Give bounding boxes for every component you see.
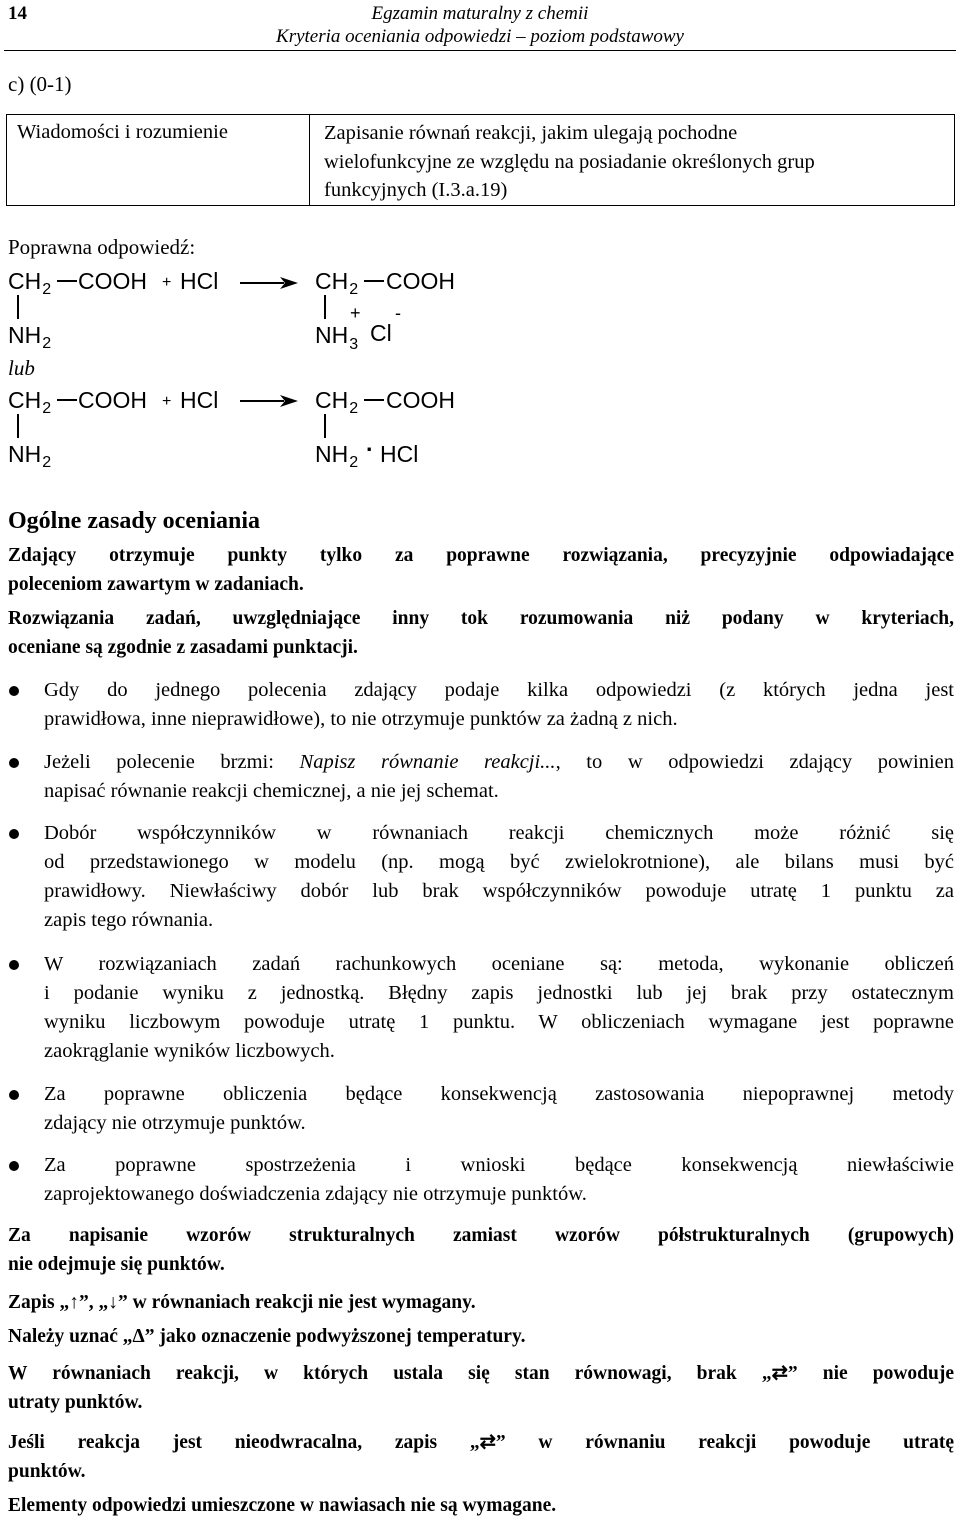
bullet-text-italic: Napisz równanie reakcji... (299, 751, 556, 773)
rules-p7-line: punktów. (8, 1461, 86, 1482)
bullet-item (44, 950, 954, 1066)
bullet-icon (9, 686, 19, 696)
eq1-product-cl: Cl (370, 320, 392, 346)
answer-label: Poprawna odpowiedź: (8, 235, 196, 259)
rules-paragraph-7 (8, 1428, 954, 1486)
bullet-line: zapis tego równania. (44, 909, 214, 931)
rules-p2-line: oceniane są zgodnie z zasadami punktacji. (8, 637, 358, 658)
page-number: 14 (8, 3, 27, 24)
eq2-product-ch2: $CH_2$ (315, 387, 359, 417)
criteria-description (310, 115, 954, 213)
eq1-product-bond (364, 280, 384, 282)
section-label: c) (0-1) (8, 72, 72, 96)
rules-paragraph-1 (8, 541, 954, 599)
eq2-reactant-bond (57, 399, 77, 401)
eq2-reactant-ch2: $CH_2$ (8, 387, 52, 417)
criteria-description-line: wielofunkcyjne ze względu na posiadanie określonych grup (324, 150, 815, 173)
bullet-line: prawidłowy. Niewłaściwy dobór lub brak współczynników powoduje utratę 1 punktu za (44, 880, 954, 902)
eq1-product-nh3: $NH_3$ (315, 322, 359, 353)
bullet-icon (9, 829, 19, 839)
eq1-reactant-cooh: COOH (78, 268, 147, 294)
bullet-line: Za poprawne obliczenia będące konsekwencją zastosowania niepoprawnej metody (44, 1083, 954, 1105)
rules-paragraph-2 (8, 604, 954, 662)
rules-p7-line: Jeśli reakcja jest nieodwracalna, zapis „⇄” w równaniu reakcji powoduje utratę (8, 1432, 954, 1453)
header-divider (4, 50, 956, 51)
eq2-product-bond (364, 399, 384, 401)
eq1-reactant-vbond (17, 295, 19, 319)
rules-p6-line: utraty punktów. (8, 1392, 143, 1413)
eq1-plus: + (162, 274, 172, 291)
eq1-product-ch2: $CH_2$ (315, 268, 359, 298)
eq2-reactant-cooh: COOH (78, 387, 147, 413)
bullet-line (44, 748, 954, 777)
eq2-reactant-nh2: $NH_2$ (8, 441, 52, 471)
rules-paragraph-6 (8, 1359, 954, 1417)
rules-p1-line: poleceniom zawartym w zadaniach. (8, 574, 304, 595)
eq1-product-vbond (324, 295, 326, 319)
bullet-item (44, 748, 954, 806)
bullet-line: od przedstawionego w modelu (np. mogą być zwielokrotnione), ale bilans musi być (44, 851, 954, 873)
eq2-product-cooh: COOH (386, 387, 455, 413)
bullet-line: i podanie wyniku z jednostką. Błędny zapis jednostki lub jej brak przy ostatecznym (44, 982, 954, 1004)
eq1-reactant-hcl: HCl (180, 268, 219, 294)
eq1-reactant-nh2: $NH_2$ (8, 322, 52, 352)
criteria-table (6, 114, 955, 206)
eq1-reaction-arrow (240, 276, 298, 290)
eq1-reactant-bond (57, 280, 77, 282)
rules-paragraph-8: Elementy odpowiedzi umieszczone w nawiasach nie są wymagane. (8, 1495, 557, 1516)
criteria-description-line: Zapisanie równań reakcji, jakim ulegają pochodne (324, 122, 738, 144)
bullet-icon (9, 960, 19, 970)
rules-title: Ogólne zasady oceniania (8, 508, 261, 534)
bullet-line: prawidłowa, inne nieprawidłowe), to nie otrzymuje punktów za żadną z nich. (44, 708, 678, 730)
bullet-text-part: Jeżeli polecenie brzmi: (44, 751, 300, 773)
eq2-product-nh2: $NH_2$ (315, 441, 359, 471)
rules-p3-line: Za napisanie wzorów strukturalnych zamiast wzorów półstrukturalnych (grupowych) (8, 1225, 954, 1246)
criteria-category: Wiadomości i rozumienie (7, 115, 310, 205)
or-label: lub (8, 356, 35, 380)
bullet-line: napisać równanie reakcji chemicznej, a nie jej schemat. (44, 780, 499, 802)
bullet-line: zaprojektowanego doświadczenia zdający nie otrzymuje punktów. (44, 1183, 587, 1205)
bullet-text-part: , to w odpowiedzi zdający powinien (555, 751, 954, 773)
rules-p1-line: Zdający otrzymuje punkty tylko za poprawne rozwiązania, precyzyjnie odpowiadające (8, 545, 954, 566)
eq1-product-cooh: COOH (386, 268, 455, 294)
eq1-reactant-ch2: $CH_2$ (8, 268, 52, 298)
bullet-line: Za poprawne spostrzeżenia i wnioski będące konsekwencją niewłaściwie (44, 1154, 954, 1176)
bullet-item (44, 676, 954, 734)
rules-p3-line: nie odejmuje się punktów. (8, 1254, 225, 1275)
bullet-line: Gdy do jednego polecenia zdający podaje kilka odpowiedzi (z których jedna jest (44, 679, 954, 701)
eq2-product-vbond (324, 414, 326, 438)
criteria-description-line: funkcyjnych (I.3.a.19) (324, 179, 508, 201)
bullet-line: Dobór współczynników w równaniach reakcji chemicznych może różnić się (44, 822, 954, 844)
bullet-line: wyniku liczbowym powoduje utratę 1 punktu. W obliczeniach wymagane jest poprawne (44, 1011, 954, 1033)
bullet-icon (9, 1090, 19, 1100)
bullet-line: W rozwiązaniach zadań rachunkowych oceniane są: metoda, wykonanie obliczeń (44, 953, 954, 975)
header-title: Egzamin maturalny z chemii (371, 3, 589, 24)
eq2-product-dot: · (366, 436, 374, 462)
header-subtitle: Kryteria oceniania odpowiedzi – poziom podstawowy (276, 26, 684, 47)
eq2-product-hcl: HCl (380, 441, 419, 467)
bullet-item (44, 1080, 954, 1138)
eq2-reaction-arrow (240, 394, 298, 408)
eq2-reactant-hcl: HCl (180, 387, 219, 413)
bullet-line: zaokrąglanie wyników liczbowych. (44, 1040, 335, 1062)
bullet-item (44, 819, 954, 935)
rules-paragraph-5: Należy uznać „Δ” jako oznaczenie podwyższonej temperatury. (8, 1326, 526, 1347)
bullet-line: zdający nie otrzymuje punktów. (44, 1112, 306, 1134)
bullet-icon (9, 758, 19, 768)
rules-p2-line: Rozwiązania zadań, uwzględniające inny tok rozumowania niż podany w kryteriach, (8, 608, 954, 629)
eq1-charge-plus: + (350, 303, 361, 323)
eq1-charge-minus: - (395, 303, 401, 323)
bullet-item (44, 1151, 954, 1209)
rules-paragraph-3 (8, 1221, 954, 1279)
eq2-plus: + (162, 393, 172, 410)
bullet-icon (9, 1161, 19, 1171)
rules-p6-line: W równaniach reakcji, w których ustala się stan równowagi, brak „⇄” nie powoduje (8, 1363, 954, 1384)
rules-paragraph-4: Zapis „↑”, „↓” w równaniach reakcji nie jest wymagany. (8, 1292, 476, 1313)
eq2-reactant-vbond (17, 414, 19, 438)
